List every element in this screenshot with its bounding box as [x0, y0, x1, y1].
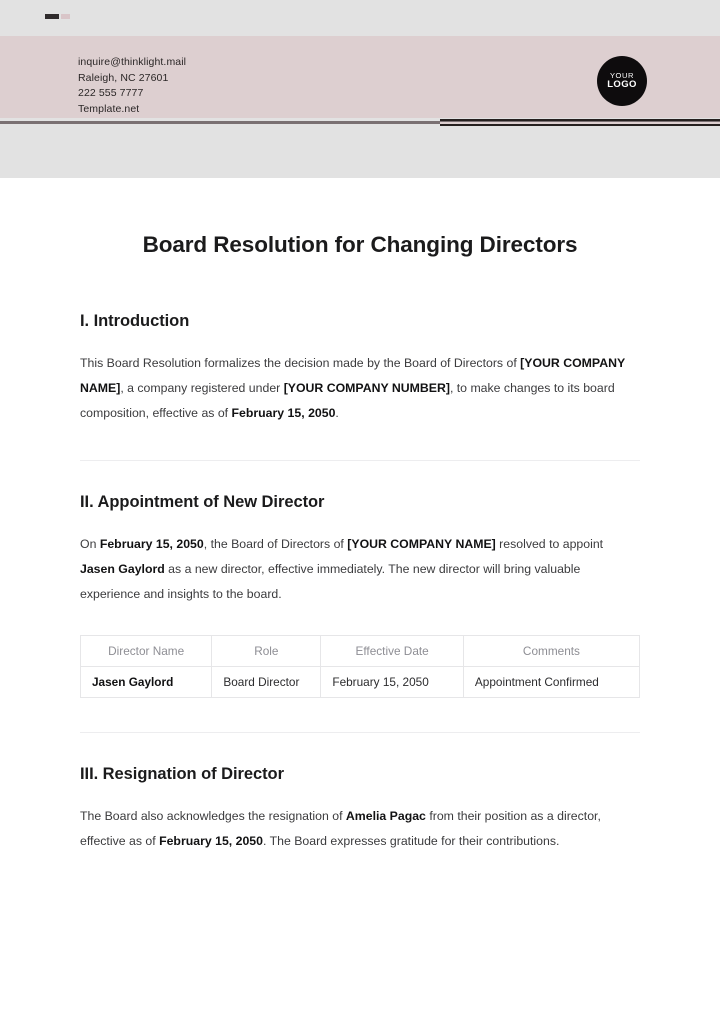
section-heading-appointment: II. Appointment of New Director	[80, 493, 325, 511]
column-header-comments: Comments	[463, 636, 639, 667]
corner-mark-dark-block	[45, 14, 59, 19]
cell-comments: Appointment Confirmed	[463, 667, 639, 698]
table-header-row	[81, 636, 640, 667]
section-paragraph-appointment: On February 15, 2050, the Board of Directors of [YOUR COMPANY NAME] resolved to appoint Jasen Gaylord as a new director, effective immediately. The new director will bring valuable experience and insights to the board.	[80, 537, 604, 601]
contact-address: Raleigh, NC 27601	[78, 71, 169, 84]
document-content	[0, 312, 720, 854]
letterhead-rule-inner-gap	[440, 122, 720, 124]
contact-email: inquire@thinklight.mail	[78, 56, 187, 68]
cell-effective-date: February 15, 2050	[321, 667, 464, 698]
table-header	[81, 636, 640, 667]
page-title: Board Resolution for Changing Directors	[142, 232, 578, 257]
cell-director-name: Jasen Gaylord	[81, 667, 212, 698]
section-paragraph-introduction: This Board Resolution formalizes the decision made by the Board of Directors of [YOUR COMPANY NAME], a company registered under [YOUR COMPANY NUMBER], to make changes to its board composition, effective as of February 15, 2050.	[80, 356, 625, 420]
contact-phone: 222 555 7777	[78, 87, 144, 99]
corner-mark-light-block	[61, 14, 70, 19]
contact-website: Template.net	[78, 102, 140, 115]
section-resignation	[80, 765, 640, 854]
section-introduction	[80, 312, 640, 426]
director-changes-table	[80, 635, 640, 698]
logo-text-line-2: LOGO	[607, 78, 637, 90]
logo-text-line-1: YOUR	[609, 70, 635, 80]
section-appointment	[80, 493, 640, 698]
column-header-effective-date: Effective Date	[321, 636, 464, 667]
company-logo-badge	[597, 56, 647, 106]
section-heading-resignation: III. Resignation of Director	[80, 765, 284, 783]
corner-decoration-mark	[45, 14, 70, 19]
table-body	[81, 667, 640, 698]
column-header-director-name: Director Name	[81, 636, 212, 667]
section-divider-2	[80, 732, 640, 733]
column-header-role: Role	[212, 636, 321, 667]
table-row	[81, 667, 640, 698]
document-page	[0, 178, 720, 854]
cell-role: Board Director	[212, 667, 321, 698]
section-divider-1	[80, 460, 640, 461]
contact-info-block	[78, 55, 186, 117]
letterhead-header	[0, 0, 720, 178]
section-paragraph-resignation: The Board also acknowledges the resignation of Amelia Pagac from their position as a director, effective as of February 15, 2050. The Board expresses gratitude for their contributions.	[80, 809, 601, 848]
section-heading-introduction: I. Introduction	[80, 312, 190, 330]
